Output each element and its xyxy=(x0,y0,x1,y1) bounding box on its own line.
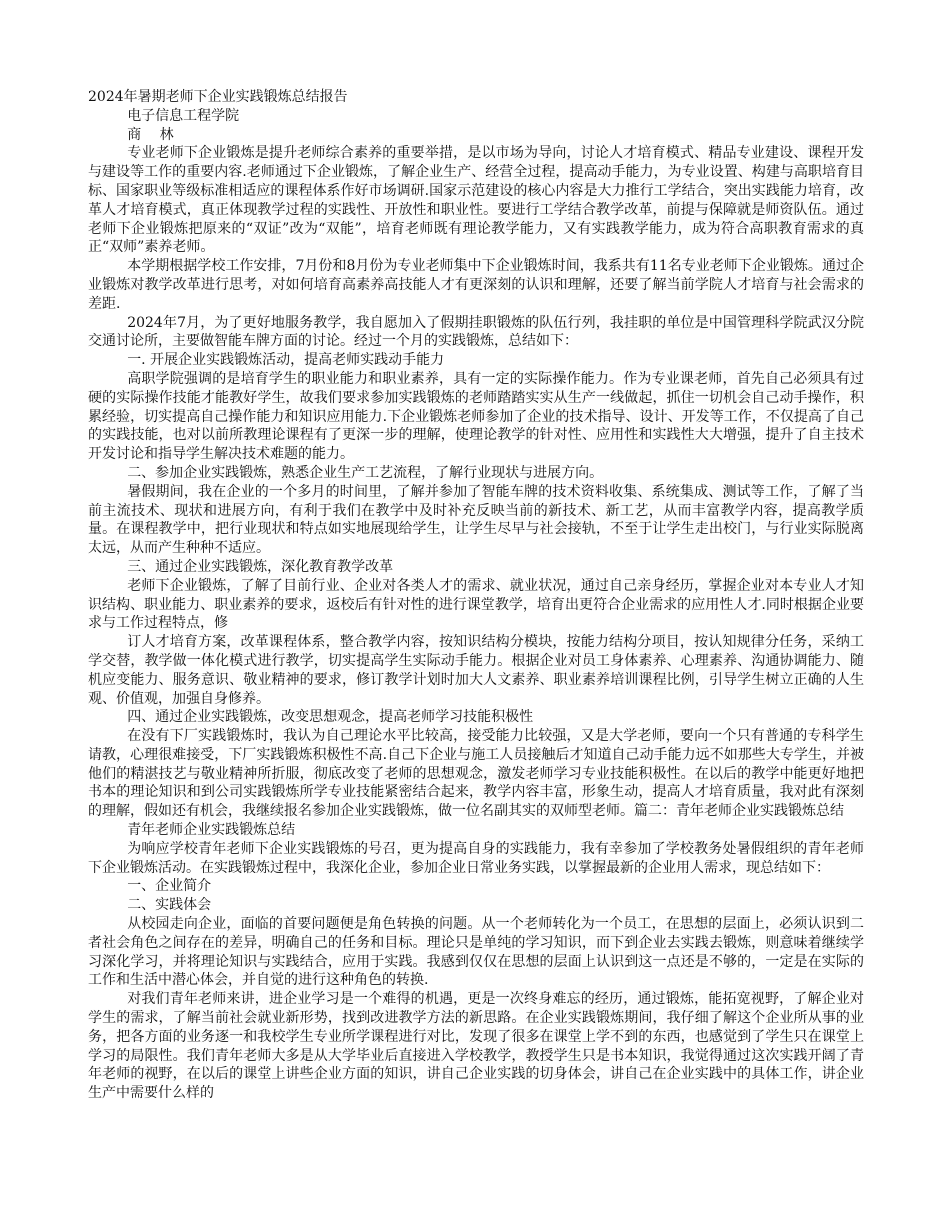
section-heading: 三、通过企业实践锻炼，深化教育教学改革 xyxy=(127,558,394,575)
school-name: 电子信息工程学院 xyxy=(127,107,240,124)
body-paragraph: 2024年7月，为了更好地服务教学，我自愿加入了假期挂职锻炼的队伍行列，我挂职的单位是中国管理科学院武汉分院交通讨论所，主要做智能车牌方面的讨论。经过一个月的实践锻炼，总结如下： xyxy=(88,314,864,350)
body-paragraph: 订人才培育方案，改革课程体系，整合教学内容，按知识结构分模块，按能力结构分项目，按认知规律分任务，采纳工学交替，教学做一体化模式进行教学，切实提高学生实际动手能力。根据企业对员工身体素养、心理素养、沟通协调能力、随机应变能力、服务意识、敬业精神的要求，修订教学计划时加大人文素养、职业素养培训课程比例，引导学生树立正确的人生观、价值观，加强自身修养。 xyxy=(88,634,864,707)
author-name: 商 林 xyxy=(127,126,174,143)
body-paragraph: 为响应学校青年老师下企业实践锻炼的号召，更为提高自身的实践能力，我有幸参加了学校教务处暑假组织的青年老师下企业锻炼活动。在实践锻炼过程中，我深化企业，参加企业日常业务实践，以掌握最新的企业用人需求，现总结如下： xyxy=(88,840,864,876)
body-paragraph: 从校园走向企业，面临的首要问题便是角色转换的问题。从一个老师转化为一个员工，在思想的层面上，必须认识到二者社会角色之间存在的差异，明确自己的任务和目标。理论只是单纯的学习知识，而下到企业去实践去锻炼，则意味着继续学习深化学习，并将理论知识与实践结合，应用于实践。我感到仅仅在思想的层面上认识到这一点还是不够的，一定是在实际的工作和生活中潜心体会，并自觉的进行这种角色的转换. xyxy=(88,916,864,989)
body-paragraph: 专业老师下企业锻炼是提升老师综合素养的重要举措，是以市场为导向，讨论人才培育模式、精品专业建设、课程开发与建设等工作的重要内容.老师通过下企业锻炼，了解企业生产、经营全过程，提高动手能力，为专业设置、构建与高职培育目标、国家职业等级标准相适应的课程体系作好市场调研.国家示范建设的核心内容是大力推行工学结合，突出实践能力培育，改革人才培育模式，真正体现教学过程的实践性、开放性和职业性。要进行工学结合教学改革，前提与保障就是师资队伍。通过老师下企业锻炼把原来的“双证”改为“双能”，培育老师既有理论教学能力，又有实践教学能力，成为符合高职教育需求的真正“双师”素养老师。 xyxy=(88,145,864,256)
section-heading: 二、实践体会 xyxy=(127,897,212,914)
body-paragraph: 暑假期间，我在企业的一个多月的时间里，了解并参加了智能车牌的技术资料收集、系统集成、测试等工作，了解了当前主流技术、现状和进展方向，有利于我们在教学中及时补充反映当前的新技术、新工艺，从而丰富教学内容，提高教学质量。在课程教学中，把行业现状和特点如实地展现给学生，让学生尽早与社会接轨，不至于让学生走出校门，与行业实际脱离太远，从而产生种种不适应。 xyxy=(88,483,864,557)
section-heading: 一. 开展企业实践锻炼活动，提高老师实践动手能力 xyxy=(127,352,445,369)
document-title: 2024年暑期老师下企业实践锻炼总结报告 xyxy=(88,89,348,105)
body-paragraph: 本学期根据学校工作安排，7月份和8月份为专业老师集中下企业锻炼时间，我系共有11名专业老师下企业锻炼。通过企业锻炼对教学改革进行思考，对如何培育高素养高技能人才有更深刻的认识和理解，还要了解当前学院人才培育与社会需求的差距. xyxy=(88,258,864,312)
body-paragraph: 在没有下厂实践锻炼时，我认为自己理论水平比较高，接受能力比较强，又是大学老师，要向一个只有普通的专科学生请教，心理很难接受，下厂实践锻炼积极性不高.自己下企业与施工人员接触后才知道自己动手能力远不如那些大专学生，并被他们的精湛技艺与敬业精神所折服，彻底改变了老师的思想观念，激发老师学习专业技能积极性。在以后的教学中能更好地把书本的理论知识和到公司实践锻炼所学专业技能紧密结合起来，教学内容丰富，形象生动，提高人才培育质量，我对此有深刻的理解，假如还有机会，我继续报名参加企业实践锻炼，做一位名副其实的双师型老师。篇二：青年老师企业实践锻炼总结 xyxy=(88,728,864,820)
section-heading: 青年老师企业实践锻炼总结 xyxy=(127,822,296,839)
section-heading: 四、通过企业实践锻炼，改变思想观念，提高老师学习技能积极性 xyxy=(127,709,534,726)
body-paragraph: 高职学院强调的是培育学生的职业能力和职业素养，具有一定的实际操作能力。作为专业课老师，首先自己必须具有过硬的实际操作技能才能教好学生，故我们要求参加实践锻炼的老师踏踏实实从生产一线做起，抓住一切机会自己动手操作，积累经验，切实提高自己操作能力和知识应用能力.下企业锻炼老师参加了企业的技术指导、设计、开发等工作，不仅提高了自己的实践技能，也对以前所教理论课程有了更深一步的理解，使理论教学的针对性、应用性和实践性大大增强，提升了自主技术开发讨论和指导学生解决技术难题的能力。 xyxy=(88,370,864,463)
document-body xyxy=(88,144,864,1103)
section-heading: 一、企业简介 xyxy=(127,878,212,895)
section-heading: 二、参加企业实践锻炼，熟悉企业生产工艺流程，了解行业现状与进展方向。 xyxy=(127,464,604,481)
body-paragraph: 对我们青年老师来讲，进企业学习是一个难得的机遇，更是一次终身难忘的经历，通过锻炼，能拓宽视野，了解企业对学生的需求，了解当前社会就业新形势，找到改进教学方法的新思路。在企业实践锻炼期间，我仔细了解这个企业所从事的业务，把各方面的业务逐一和我校学生专业所学课程进行对比，发现了很多在课堂上学不到的东西，也感觉到了学生只在课堂上学习的局限性。我们青年老师大多是从大学毕业后直接进入学校教学，教授学生只是书本知识，我觉得通过这次实践开阔了青年老师的视野，在以后的课堂上讲些企业方面的知识，讲自己企业实践的切身体会，讲自己在企业实践中的具体工作，讲企业生产中需要什么样的 xyxy=(88,991,864,1102)
body-paragraph: 老师下企业锻炼，了解了目前行业、企业对各类人才的需求、就业状况，通过自己亲身经历，掌握企业对本专业人才知识结构、职业能力、职业素养的要求，返校后有针对性的进行课堂教学，培育出更符合企业需求的应用性人才.同时根据企业要求与工作过程特点，修 xyxy=(88,577,864,632)
